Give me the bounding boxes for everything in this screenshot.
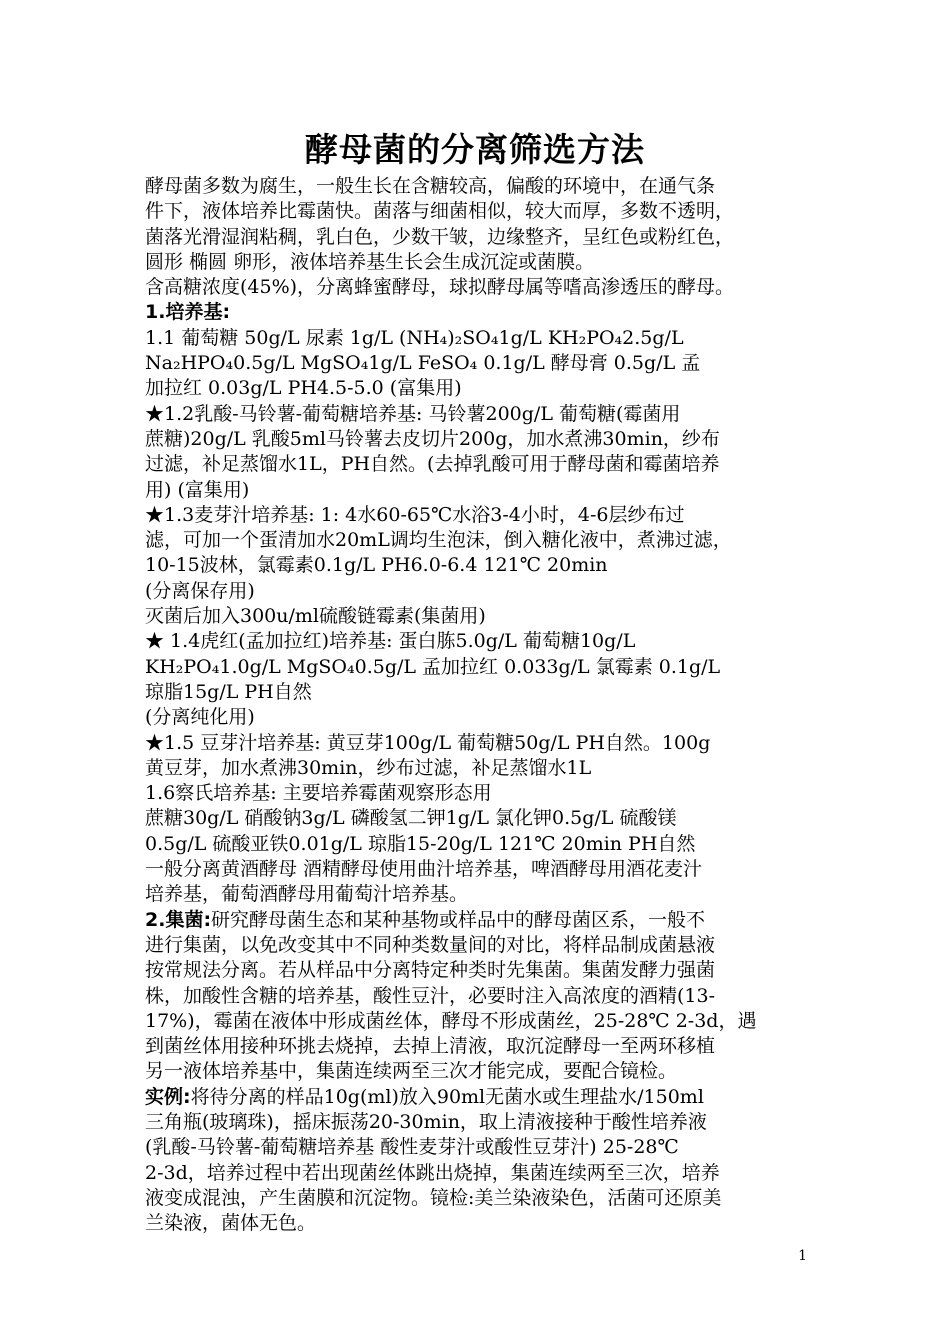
section-heading: 实例: bbox=[145, 1085, 191, 1108]
text-line: 蔗糖30g/L 硝酸钠3g/L 磷酸氢二钾1g/L 氯化钾0.5g/L 硫酸镁 bbox=[145, 807, 677, 830]
text-line bbox=[145, 300, 810, 325]
text-line: 琼脂15g/L PH自然 bbox=[145, 680, 312, 703]
text-line: 2.集菌:研究酵母菌生态和某种基物或样品中的酵母菌区系，一般不 bbox=[145, 908, 706, 931]
text-line: Na₂HPO₄0.5g/L MgSO₄1g/L FeSO₄ 0.1g/L 酵母膏 0.5g/L 孟 bbox=[145, 352, 701, 375]
text-line: ★1.2乳酸-马铃薯-葡萄糖培养基: 马铃薯200g/L 葡萄糖(霉菌用 bbox=[145, 402, 681, 425]
text-line: 蔗糖)20g/L 乳酸5ml马铃薯去皮切片200g，加水煮沸30min，纱布 bbox=[145, 427, 720, 450]
text-line: 酵母菌多数为腐生，一般生长在含糖较高，偏酸的环境中，在通气条 bbox=[145, 175, 716, 197]
section-heading: 2.集菌: bbox=[145, 908, 212, 931]
text-line: 培养基，葡萄酒酵母用葡萄汁培养基。 bbox=[145, 883, 469, 906]
text-line: 菌落光滑湿润粘稠，乳白色，少数干皱，边缘整齐，呈红色或粉红色， bbox=[145, 225, 735, 248]
text-line: 圆形 椭圆 卵形，液体培养基生长会生成沉淀或菌膜。 bbox=[145, 250, 595, 273]
text-line: KH₂PO₄1.0g/L MgSO₄0.5g/L 孟加拉红 0.033g/L 氯霉素 0.1g/L bbox=[145, 655, 721, 678]
text-line: 株，加酸性含糖的培养基，酸性豆汁，必要时注入高浓度的酒精(13- bbox=[145, 984, 716, 1007]
text-line: ★1.3麦芽汁培养基: 1: 4水60-65℃水浴3-4小时，4-6层纱布过 bbox=[145, 503, 685, 526]
text-line: ★ 1.4虎红(孟加拉红)培养基: 蛋白胨5.0g/L 葡萄糖10g/L bbox=[145, 630, 636, 653]
text-line: 按常规法分离。若从样品中分离特定种类时先集菌。集菌发酵力强菌 bbox=[145, 959, 716, 982]
text-line: 液变成混浊，产生菌膜和沉淀物。镜检:美兰染液染色，活菌可还原美 bbox=[145, 1186, 722, 1209]
text-line: 件下，液体培养比霉菌快。菌落与细菌相似，较大而厚，多数不透明， bbox=[145, 200, 735, 223]
text-line: 另一液体培养基中，集菌连续两至三次才能完成，要配合镜检。 bbox=[145, 1060, 678, 1083]
text-line: 0.5g/L 硫酸亚铁0.01g/L 琼脂15-20g/L 121℃ 20min PH自然 bbox=[145, 832, 696, 855]
text-line: 加拉红 0.03g/L PH4.5-5.0 (富集用) bbox=[145, 377, 462, 400]
text-line: 三角瓶(玻璃珠)，摇床振荡20-30min，取上清液接种于酸性培养液 bbox=[145, 1110, 707, 1133]
document-body bbox=[145, 174, 810, 1236]
text-line: 过滤，补足蒸馏水1L，PH自然。(去掉乳酸可用于酵母菌和霉菌培养 bbox=[145, 453, 720, 476]
text-line: 一般分离黄酒酵母 酒精酵母使用曲汁培养基，啤酒酵母用酒花麦汁 bbox=[145, 858, 703, 881]
text-line: ★1.5 豆芽汁培养基: 黄豆芽100g/L 葡萄糖50g/L PH自然。100g bbox=[145, 731, 711, 754]
text-line: 用) (富集用) bbox=[145, 478, 250, 501]
text-line: 10-15波林，氯霉素0.1g/L PH6.0-6.4 121℃ 20min bbox=[145, 554, 608, 577]
page-number: 1 bbox=[798, 1248, 807, 1264]
text-line: 2-3d，培养过程中若出现菌丝体跳出烧掉，集菌连续两至三次，培养 bbox=[145, 1161, 720, 1184]
text-line: 含高糖浓度(45%)，分离蜂蜜酵母，球拟酵母属等嗜高渗透压的酵母。 bbox=[145, 276, 735, 299]
document-title: 酵母菌的分离筛选方法 bbox=[305, 130, 645, 169]
text-line: 到菌丝体用接种环挑去烧掉，去掉上清液，取沉淀酵母一至两环移植 bbox=[145, 1035, 716, 1058]
section-heading: 1.培养基: bbox=[145, 301, 231, 324]
text-line: (乳酸-马铃薯-葡萄糖培养基 酸性麦芽汁或酸性豆芽汁) 25-28℃ bbox=[145, 1136, 679, 1159]
text-line: (分离纯化用) bbox=[145, 706, 255, 729]
text-line: 1.6察氏培养基: 主要培养霉菌观察形态用 bbox=[145, 782, 492, 805]
text-line: 进行集菌，以免改变其中不同种类数量间的对比，将样品制成菌悬液 bbox=[145, 933, 716, 956]
text-line: 滤，可加一个蛋清加水20mL调均生泡沫，倒入糖化液中，煮沸过滤， bbox=[145, 529, 732, 552]
text-line: 1.1 葡萄糖 50g/L 尿素 1g/L (NH₄)₂SO₄1g/L KH₂PO₄2.5g/L bbox=[145, 326, 684, 349]
text-line: 兰染液，菌体无色。 bbox=[145, 1212, 317, 1235]
text-line: (分离保存用) bbox=[145, 579, 255, 602]
text-line: 黄豆芽，加水煮沸30min，纱布过滤，补足蒸馏水1L bbox=[145, 756, 592, 779]
text-line: 灭菌后加入300u/ml硫酸链霉素(集菌用) bbox=[145, 605, 486, 628]
text-line: 17%)，霉菌在液体中形成菌丝体，酵母不形成菌丝，25-28℃ 2-3d，遇 bbox=[145, 1009, 757, 1032]
text-line: 实例:将待分离的样品10g(ml)放入90ml无菌水或生理盐水/150ml bbox=[145, 1085, 704, 1108]
